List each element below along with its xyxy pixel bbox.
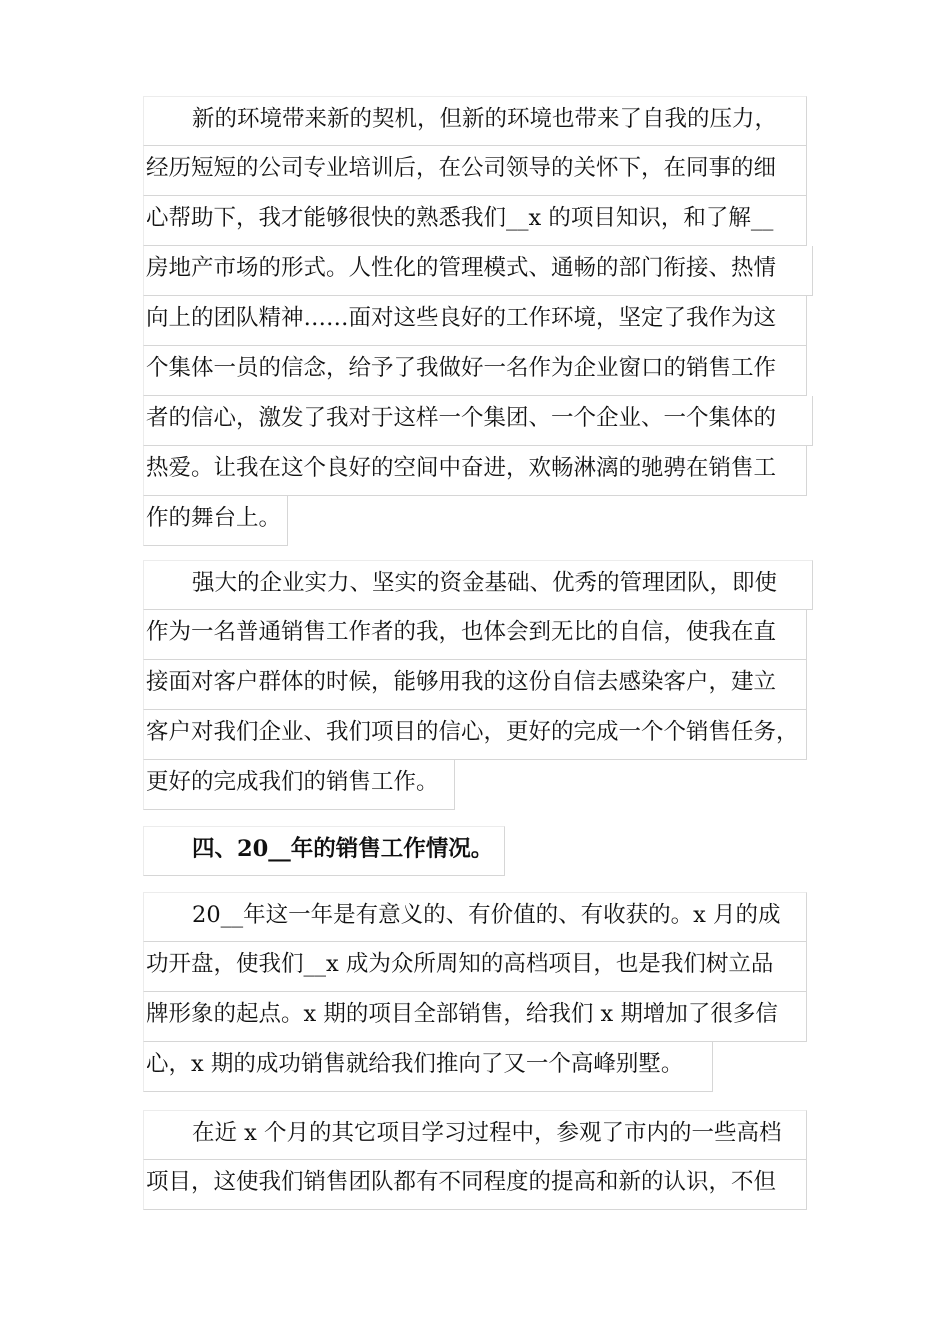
line-text: 心帮助下，我才能够很快的熟悉我们__x 的项目知识，和了解__	[146, 205, 774, 231]
line-text: 向上的团队精神……面对这些良好的工作环境，坚定了我作为这	[146, 305, 777, 331]
paragraph-line	[143, 396, 813, 446]
paragraph-line	[143, 196, 807, 246]
line-text: 客户对我们企业、我们项目的信心，更好的完成一个个销售任务，	[146, 719, 799, 745]
paragraph-line	[143, 1110, 807, 1160]
line-text: 接面对客户群体的时候，能够用我的这份自信去感染客户，建立	[146, 669, 777, 695]
paragraph-line	[143, 710, 807, 760]
paragraph-3	[143, 892, 807, 1092]
line-text: 强大的企业实力、坚实的资金基础、优秀的管理团队，即使	[192, 570, 778, 596]
paragraph-1	[143, 96, 813, 546]
paragraph-line	[143, 1160, 807, 1210]
heading-text: 四、20__年的销售工作情况。	[192, 836, 494, 862]
paragraph-line	[143, 346, 807, 396]
paragraph-line	[143, 660, 807, 710]
paragraph-line	[143, 1042, 713, 1092]
paragraph-line	[143, 446, 807, 496]
paragraph-line	[143, 942, 807, 992]
heading-line	[143, 826, 505, 876]
line-text: 在近 x 个月的其它项目学习过程中，参观了市内的一些高档	[192, 1120, 782, 1146]
line-text: 经历短短的公司专业培训后，在公司领导的关怀下，在同事的细	[146, 155, 777, 181]
section-heading	[143, 826, 505, 876]
paragraph-line	[143, 296, 807, 346]
line-text: 心，x 期的成功销售就给我们推向了又一个高峰别墅。	[146, 1051, 684, 1077]
paragraph-4	[143, 1110, 807, 1210]
paragraph-line	[143, 892, 807, 942]
paragraph-line	[143, 560, 813, 610]
paragraph-line	[143, 610, 807, 660]
line-text: 新的环境带来新的契机，但新的环境也带来了自我的压力，	[192, 106, 778, 132]
paragraph-line	[143, 760, 455, 810]
line-text: 者的信心，激发了我对于这样一个集团、一个企业、一个集体的	[146, 405, 777, 431]
line-text: 房地产市场的形式。人性化的管理模式、通畅的部门衔接、热情	[146, 255, 777, 281]
line-text: 作为一名普通销售工作者的我，也体会到无比的自信，使我在直	[146, 619, 777, 645]
paragraph-2	[143, 560, 813, 810]
paragraph-line	[143, 146, 807, 196]
line-text: 项目，这使我们销售团队都有不同程度的提高和新的认识，不但	[146, 1169, 777, 1195]
line-text: 牌形象的起点。x 期的项目全部销售，给我们 x 期增加了很多信	[146, 1001, 778, 1027]
paragraph-line	[143, 496, 288, 546]
line-text: 热爱。让我在这个良好的空间中奋进，欢畅淋漓的驰骋在销售工	[146, 455, 777, 481]
paragraph-line	[143, 96, 807, 146]
paragraph-line	[143, 246, 813, 296]
line-text: 20__年这一年是有意义的、有价值的、有收获的。x 月的成	[192, 902, 781, 928]
line-text: 个集体一员的信念，给予了我做好一名作为企业窗口的销售工作	[146, 355, 777, 381]
line-text: 更好的完成我们的销售工作。	[146, 769, 439, 795]
line-text: 功开盘，使我们__x 成为众所周知的高档项目，也是我们树立品	[146, 951, 774, 977]
line-text: 作的舞台上。	[146, 505, 282, 531]
paragraph-line	[143, 992, 807, 1042]
